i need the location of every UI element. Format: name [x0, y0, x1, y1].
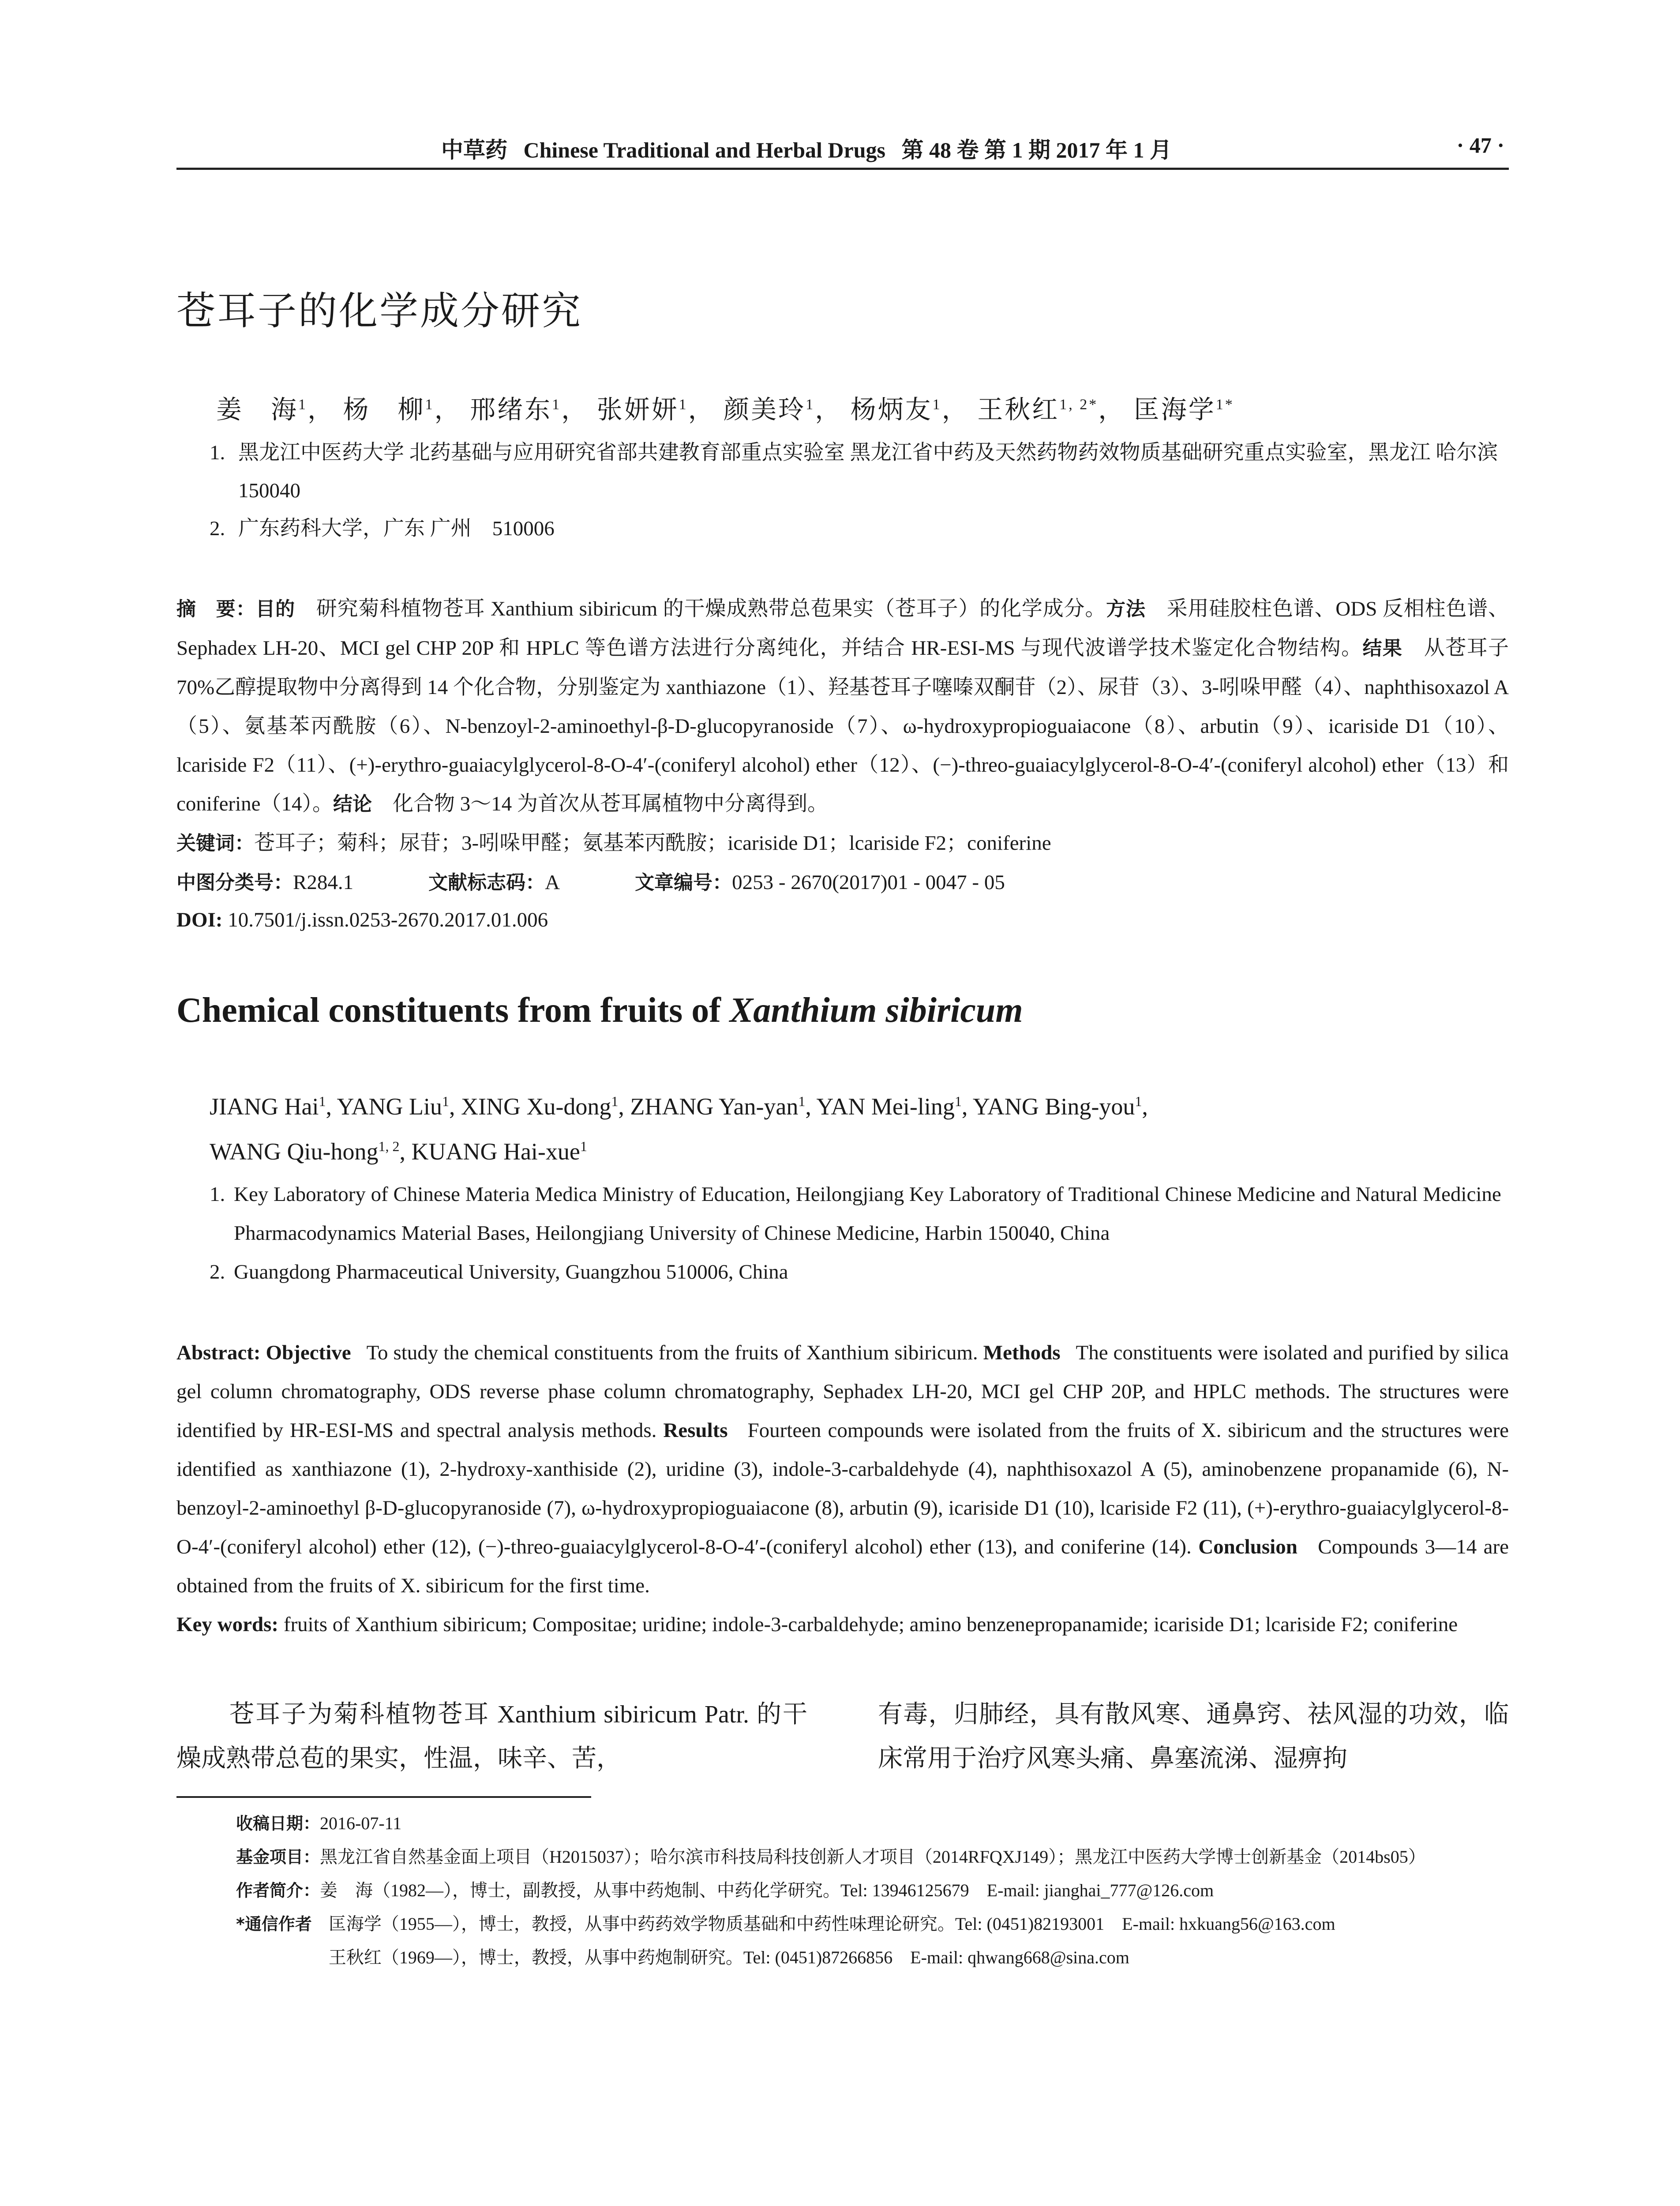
author: KUANG Hai-xue$^1$ [411, 1138, 587, 1165]
running-header [176, 132, 1509, 170]
body-text [176, 1692, 1509, 1781]
body-column-left: 苍耳子为菊科植物苍耳 Xanthium sibiricum Patr. 的干燥成熟带总苞的果实，性温，味辛、苦， [176, 1701, 807, 1772]
affiliation-item: 1. 黑龙江中医药大学 北药基础与应用研究省部共建教育部重点实验室 黑龙江省中药及天然药物药效物质基础研究重点实验室，黑龙江 哈尔滨 150040 [210, 441, 1519, 502]
affiliation-item: 1. Key Laboratory of Chinese Materia Medica Ministry of Education, Heilongjiang Key Laboratory of Traditional Chinese Medicine and Natural Medicine Pharmacodynamics Material Bases, Heilongjiang University of Chinese Medicine, Harbin 150040, China [210, 1183, 1501, 1245]
author: 姜 海$^1$ [216, 395, 308, 424]
keywords-en: Key words: fruits of Xanthium sibiricum; Compositae; uridine; indole-3-carbaldehyde; amino benzenepropanamide; icariside D1; lcariside F2; coniferine [176, 1613, 1458, 1636]
footnote-funding: 基金项目： 黑龙江省自然基金面上项目（H2015037）；哈尔滨市科技局科技创新人才项目（2014RFQXJ149）；黑龙江中医药大学博士创新基金（2014bs05） [236, 1847, 1426, 1867]
author-list-en: JIANG Hai$^1$, YANG Liu$^1$, XING Xu-dong$^1$, ZHANG Yan-yan$^1$, YAN Mei-ling$^1$, YANG Bing-you$^1$, WANG Qiu-hong$^{1, 2}$, KUANG Hai-xue$^1$ [210, 1093, 1148, 1165]
author: YANG Liu$^1$ [337, 1093, 449, 1120]
author: YAN Mei-ling$^1$ [816, 1093, 962, 1120]
author: 张妍妍$^1$ [596, 395, 688, 424]
journal-name-cn: 中草药 [441, 138, 507, 162]
author: 邢绪东$^1$ [470, 395, 562, 424]
abstract-en: Abstract: Objective To study the chemical constituents from the fruits of Xanthium sibiricum. Methods The constituents were isolated and purified by silica gel column chromatography, ODS reverse phase column chromatography, Sephadex LH-20, MCI gel CHP 20P, and HPLC methods. The structures were identified by HR-ESI-MS and spectral analysis methods. Results Fourteen compounds were isolated from the fruits of X. sibiricum and the structures were identified as xanthiazone (1), 2-hydroxy-xanthiside (2), uridine (3), indole-3-carbaldehyde (4), naphthisoxazol A (5), aminobenzene propanamide (6), N-benzoyl-2-aminoethyl β-D-glucopyranoside (7), ω-hydroxypropioguaiacone (8), arbutin (9), icariside D1 (10), lcariside F2 (11), (+)-erythro-guaiacylglycerol-8-O-4′-(coniferyl alcohol) ether (12), (−)-threo-guaiacylglycerol-8-O-4′-(coniferyl alcohol) ether (13), and coniferine (14). Conclusion Compounds 3—14 are obtained from the fruits of X. sibiricum for the first time. [176, 1341, 1509, 1597]
footnote-author-bio: 作者简介： 姜 海（1982—），博士，副教授，从事中药炮制、中药化学研究。Tel: 13946125679 E-mail: jianghai_777@126.com [236, 1880, 1214, 1900]
page-number: · 47 · [1456, 133, 1504, 158]
author-list-cn: 姜 海$^1$， 杨 柳$^1$， 邢绪东$^1$， 张妍妍$^1$， 颜美玲$^1$， 杨炳友$^1$， 王秋红$^{1, 2*}$， 匡海学$^{1*}$ [216, 395, 1234, 424]
author: WANG Qiu-hong$^{1, 2}$ [210, 1138, 400, 1165]
author: 王秋红$^{1, 2*}$ [977, 395, 1099, 424]
affiliation-item: 2. 广东药科大学，广东 广州 510006 [210, 517, 555, 540]
footnote-corresponding: *通信作者 匡海学（1955—），博士，教授，从事中药药效学物质基础和中药性味理论研究。Tel: (0451)82193001 E-mail: hxkuang56@163.com 王秋红（1969—），博士，教授，从事中药炮制研究。Tel: (0451)87266856 E-mail: qhwang668@sina.com [236, 1914, 1335, 1967]
body-column-right: 有毒，归肺经，具有散风寒、通鼻窍、祛风湿的功效，临床常用于治疗风寒头痛、鼻塞流涕、湿痹拘 [878, 1701, 1509, 1772]
article-title-en: Chemical constituents from fruits of Xanthium sibiricum [176, 991, 1023, 1030]
author: ZHANG Yan-yan$^1$ [630, 1093, 806, 1120]
affiliations-cn [210, 434, 1519, 548]
affiliation-item: 2. Guangdong Pharmaceutical University, Guangzhou 510006, China [210, 1261, 788, 1283]
abstract-cn: 摘 要：目的 研究菊科植物苍耳 Xanthium sibiricum 的干燥成熟带总苞果实（苍耳子）的化学成分。方法 采用硅胶柱色谱、ODS 反相柱色谱、Sephadex LH-20、MCI gel CHP 20P 和 HPLC 等色谱方法进行分离纯化，并结合 HR-ESI-MS 与现代波谱学技术鉴定化合物结构。结果 从苍耳子 70%乙醇提取物中分离得到 14 个化合物，分别鉴定为 xanthiazone（1）、羟基苍耳子噻嗪双酮苷（2）、尿苷（3）、3-吲哚甲醛（4）、naphthisoxazol A（5）、氨基苯丙酰胺（6）、N-benzoyl-2-aminoethyl-β-D-glucopyranoside（7）、ω-hydroxypropioguaiacone（8）、arbutin（9）、icariside D1（10）、lcariside F2（11）、(+)-erythro-guaiacylglycerol-8-O-4′-(coniferyl alcohol) ether（12）、(−)-threo-guaiacylglycerol-8-O-4′-(coniferyl alcohol) ether（13）和 coniferine（14）。结论 化合物 3～14 为首次从苍耳属植物中分离得到。 [176, 597, 1509, 815]
author: 颜美玲$^1$ [724, 395, 815, 424]
footnote-received: 收稿日期： 2016-07-11 [236, 1813, 402, 1833]
doi: DOI: 10.7501/j.issn.0253-2670.2017.01.006 [176, 908, 548, 931]
author: 匡海学$^{1*}$ [1133, 395, 1234, 424]
footnote-divider [176, 1796, 591, 1798]
author: XING Xu-dong$^1$ [461, 1093, 619, 1120]
journal-issue: 第 48 卷 第 1 期 2017 年 1 月 [901, 138, 1172, 162]
footnotes [236, 1807, 1509, 1974]
author: JIANG Hai$^1$ [210, 1093, 326, 1120]
keywords-cn: 关键词：苍耳子；菊科；尿苷；3-吲哚甲醛；氨基苯丙酰胺；icariside D1；lcariside F2；coniferine [176, 832, 1051, 855]
journal-header [441, 132, 1182, 164]
journal-name-en: Chinese Traditional and Herbal Drugs [523, 138, 885, 162]
author: YANG Bing-you$^1$ [972, 1093, 1142, 1120]
classification-line: 中图分类号：R284.1 文献标志码：A 文章编号：0253 - 2670(2017)01 - 0047 - 05 [176, 871, 1005, 894]
author: 杨炳友$^1$ [850, 395, 942, 424]
article-title-cn: 苍耳子的化学成分研究 [176, 288, 583, 334]
article-page [176, 132, 1519, 1974]
author: 杨 柳$^1$ [343, 395, 435, 424]
affiliations-en [210, 1175, 1509, 1291]
abstract-label: 摘 要： [176, 598, 256, 620]
